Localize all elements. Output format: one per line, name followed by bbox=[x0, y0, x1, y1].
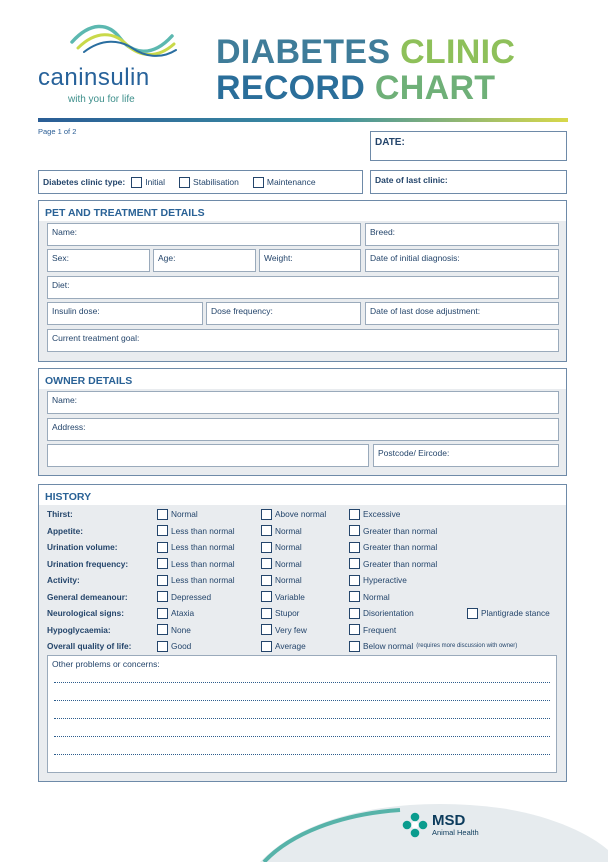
field-label: Name: bbox=[52, 227, 78, 237]
address-line-field[interactable] bbox=[47, 444, 369, 467]
notes-label: Other problems or concerns: bbox=[52, 659, 160, 669]
option-label: Initial bbox=[145, 177, 166, 187]
history-option[interactable] bbox=[349, 558, 437, 569]
history-option[interactable] bbox=[349, 542, 437, 553]
checkbox[interactable] bbox=[179, 177, 190, 188]
checkbox[interactable] bbox=[349, 575, 360, 586]
history-option[interactable] bbox=[157, 509, 198, 520]
history-option[interactable] bbox=[261, 558, 302, 569]
history-row-label: Urination frequency: bbox=[47, 558, 129, 569]
section-title: OWNER DETAILS bbox=[39, 369, 566, 389]
clinic-type-option[interactable] bbox=[131, 177, 165, 188]
history-option[interactable] bbox=[349, 575, 407, 586]
last-clinic-field[interactable] bbox=[370, 170, 567, 194]
checkbox[interactable] bbox=[261, 608, 272, 619]
history-row bbox=[47, 605, 562, 621]
checkbox[interactable] bbox=[349, 509, 360, 520]
msd-logo bbox=[402, 812, 479, 838]
history-option[interactable] bbox=[157, 641, 191, 652]
option-label: Normal bbox=[275, 525, 302, 536]
date-field[interactable] bbox=[370, 131, 567, 161]
checkbox[interactable] bbox=[261, 641, 272, 652]
checkbox[interactable] bbox=[261, 575, 272, 586]
pet-name-field[interactable] bbox=[47, 223, 361, 246]
checkbox[interactable] bbox=[157, 575, 168, 586]
history-option[interactable] bbox=[261, 509, 326, 520]
sex-field[interactable] bbox=[47, 249, 150, 272]
history-option[interactable] bbox=[349, 608, 414, 619]
field-label: Breed: bbox=[370, 227, 396, 237]
option-note: (requires more discussion with owner) bbox=[416, 643, 518, 649]
history-option[interactable] bbox=[157, 575, 235, 586]
caninsulin-logo bbox=[36, 18, 186, 108]
field-label: Dose frequency: bbox=[211, 306, 273, 316]
age-field[interactable] bbox=[153, 249, 256, 272]
checkbox[interactable] bbox=[261, 591, 272, 602]
field-label: Date of initial diagnosis: bbox=[370, 253, 460, 263]
owner-details-section bbox=[38, 368, 567, 476]
checkbox[interactable] bbox=[349, 558, 360, 569]
history-row-label: Appetite: bbox=[47, 525, 83, 536]
option-label: Normal bbox=[171, 509, 198, 519]
checkbox[interactable] bbox=[157, 624, 168, 635]
company-name: MSD bbox=[432, 812, 466, 829]
brand-name: caninsulin bbox=[38, 64, 150, 91]
history-option[interactable] bbox=[157, 591, 211, 602]
section-title: HISTORY bbox=[39, 485, 566, 505]
diet-field[interactable] bbox=[47, 276, 559, 299]
option-label: Greater than normal bbox=[363, 525, 438, 536]
field-label: Weight: bbox=[264, 253, 293, 263]
history-row bbox=[47, 572, 562, 588]
history-option[interactable] bbox=[157, 558, 235, 569]
field-label: Age: bbox=[158, 253, 176, 263]
option-label: Normal bbox=[275, 542, 302, 552]
option-label: Ataxia bbox=[171, 608, 195, 618]
history-option[interactable] bbox=[349, 624, 396, 635]
postcode-field[interactable] bbox=[373, 444, 559, 467]
checkbox[interactable] bbox=[261, 624, 272, 635]
history-option[interactable] bbox=[157, 624, 191, 635]
option-label: Maintenance bbox=[266, 177, 316, 187]
option-label: Less than normal bbox=[171, 542, 235, 552]
checkbox[interactable] bbox=[157, 641, 168, 652]
option-label: Very few bbox=[275, 624, 307, 635]
owner-name-field[interactable] bbox=[47, 391, 559, 414]
other-concerns-field[interactable] bbox=[47, 655, 557, 773]
checkbox[interactable] bbox=[349, 591, 360, 602]
option-label: Normal bbox=[275, 558, 302, 569]
history-row-label: Overall quality of life: bbox=[47, 641, 132, 651]
logo-wave-icon bbox=[68, 18, 178, 62]
checkbox[interactable] bbox=[157, 525, 168, 536]
clinic-type-option[interactable] bbox=[253, 177, 316, 188]
last-clinic-label: Date of last clinic: bbox=[375, 175, 448, 185]
option-label: Greater than normal bbox=[363, 542, 438, 552]
clinic-type-label: Diabetes clinic type: bbox=[43, 177, 126, 187]
company-subtitle: Animal Health bbox=[432, 828, 479, 837]
checkbox[interactable] bbox=[349, 624, 360, 635]
option-label: None bbox=[171, 624, 191, 635]
clinic-type-row bbox=[38, 170, 363, 194]
history-option[interactable] bbox=[349, 641, 517, 652]
history-option[interactable] bbox=[157, 525, 235, 536]
history-row bbox=[47, 638, 562, 654]
option-label: Disorientation bbox=[363, 608, 414, 618]
option-label: Plantigrade stance bbox=[481, 608, 550, 618]
dose-adjustment-field[interactable] bbox=[365, 302, 559, 325]
dotted-line bbox=[54, 754, 550, 755]
dotted-line bbox=[54, 700, 550, 701]
field-label: Current treatment goal: bbox=[52, 333, 140, 343]
history-option[interactable] bbox=[157, 608, 194, 619]
field-label: Address: bbox=[52, 422, 86, 432]
checkbox[interactable] bbox=[157, 542, 168, 553]
history-option[interactable] bbox=[261, 575, 302, 586]
history-option[interactable] bbox=[261, 641, 306, 652]
treatment-goal-field[interactable] bbox=[47, 329, 559, 352]
checkbox[interactable] bbox=[157, 608, 168, 619]
page-number: Page 1 of 2 bbox=[38, 127, 77, 136]
history-row-label: Hypoglycaemia: bbox=[47, 624, 111, 635]
checkbox[interactable] bbox=[467, 608, 478, 619]
option-label: Above normal bbox=[275, 509, 327, 519]
checkbox[interactable] bbox=[261, 542, 272, 553]
option-label: Variable bbox=[275, 591, 305, 602]
breed-field[interactable] bbox=[365, 223, 559, 246]
history-row-label: Neurological signs: bbox=[47, 608, 124, 618]
msd-emblem-icon bbox=[402, 812, 428, 838]
address-field[interactable] bbox=[47, 418, 559, 441]
option-label: Less than normal bbox=[171, 575, 235, 585]
option-label: Average bbox=[275, 641, 306, 651]
pet-details-section bbox=[38, 200, 567, 362]
option-label: Frequent bbox=[363, 624, 397, 635]
history-option[interactable] bbox=[157, 542, 235, 553]
option-label: Depressed bbox=[171, 591, 212, 602]
option-label: Hyperactive bbox=[363, 575, 407, 585]
history-option[interactable] bbox=[261, 591, 305, 602]
field-label: Date of last dose adjustment: bbox=[370, 306, 481, 316]
checkbox[interactable] bbox=[349, 525, 360, 536]
option-label: Stupor bbox=[275, 608, 300, 618]
history-row bbox=[47, 622, 562, 638]
history-option[interactable] bbox=[349, 525, 437, 536]
option-label: Less than normal bbox=[171, 525, 235, 536]
header-rule bbox=[38, 118, 568, 122]
checkbox[interactable] bbox=[261, 558, 272, 569]
history-row bbox=[47, 539, 562, 555]
history-row-label: Urination volume: bbox=[47, 542, 118, 552]
checkbox[interactable] bbox=[157, 509, 168, 520]
history-section bbox=[38, 484, 567, 782]
history-option[interactable] bbox=[349, 591, 390, 602]
history-row bbox=[47, 506, 562, 522]
date-label: DATE: bbox=[375, 137, 405, 148]
history-row bbox=[47, 523, 562, 539]
option-label: Normal bbox=[275, 575, 302, 585]
history-row bbox=[47, 589, 562, 605]
checkbox[interactable] bbox=[131, 177, 142, 188]
checkbox[interactable] bbox=[261, 525, 272, 536]
field-label: Sex: bbox=[52, 253, 70, 263]
checkbox[interactable] bbox=[157, 591, 168, 602]
checkbox[interactable] bbox=[157, 558, 168, 569]
option-label: Less than normal bbox=[171, 558, 235, 569]
option-label: Excessive bbox=[363, 509, 401, 519]
option-label: Below normal bbox=[363, 641, 414, 651]
insulin-dose-field[interactable] bbox=[47, 302, 203, 325]
history-row-label: General demeanour: bbox=[47, 591, 128, 602]
title-word: RECORD bbox=[216, 69, 366, 107]
field-label: Diet: bbox=[52, 280, 70, 290]
checkbox[interactable] bbox=[349, 608, 360, 619]
history-row-label: Activity: bbox=[47, 575, 80, 585]
history-row bbox=[47, 556, 562, 572]
clinic-type-option[interactable] bbox=[179, 177, 239, 188]
history-option[interactable] bbox=[261, 608, 299, 619]
option-label: Good bbox=[171, 641, 192, 651]
checkbox[interactable] bbox=[349, 542, 360, 553]
option-label: Normal bbox=[363, 591, 390, 602]
title-word: DIABETES bbox=[216, 33, 391, 71]
field-label: Name: bbox=[52, 395, 78, 405]
field-label: Postcode/ Eircode: bbox=[378, 448, 450, 458]
brand-tagline: with you for life bbox=[68, 94, 135, 105]
title-word: CHART bbox=[374, 69, 496, 107]
history-option[interactable] bbox=[261, 542, 302, 553]
checkbox[interactable] bbox=[253, 177, 264, 188]
diagnosis-date-field[interactable] bbox=[365, 249, 559, 272]
history-option[interactable] bbox=[261, 624, 307, 635]
field-label: Insulin dose: bbox=[52, 306, 100, 316]
dotted-line bbox=[54, 682, 550, 683]
weight-field[interactable] bbox=[259, 249, 361, 272]
option-label: Greater than normal bbox=[363, 558, 438, 569]
title-word: CLINIC bbox=[400, 33, 516, 71]
dose-frequency-field[interactable] bbox=[206, 302, 361, 325]
page-title bbox=[216, 34, 515, 106]
section-title: PET AND TREATMENT DETAILS bbox=[39, 201, 566, 221]
history-row-label: Thirst: bbox=[47, 509, 73, 519]
checkbox[interactable] bbox=[261, 509, 272, 520]
dotted-line bbox=[54, 718, 550, 719]
history-option[interactable] bbox=[349, 509, 400, 520]
option-label: Stabilisation bbox=[193, 177, 239, 187]
history-option[interactable] bbox=[261, 525, 302, 536]
dotted-line bbox=[54, 736, 550, 737]
history-option[interactable] bbox=[467, 608, 550, 619]
checkbox[interactable] bbox=[349, 641, 360, 652]
